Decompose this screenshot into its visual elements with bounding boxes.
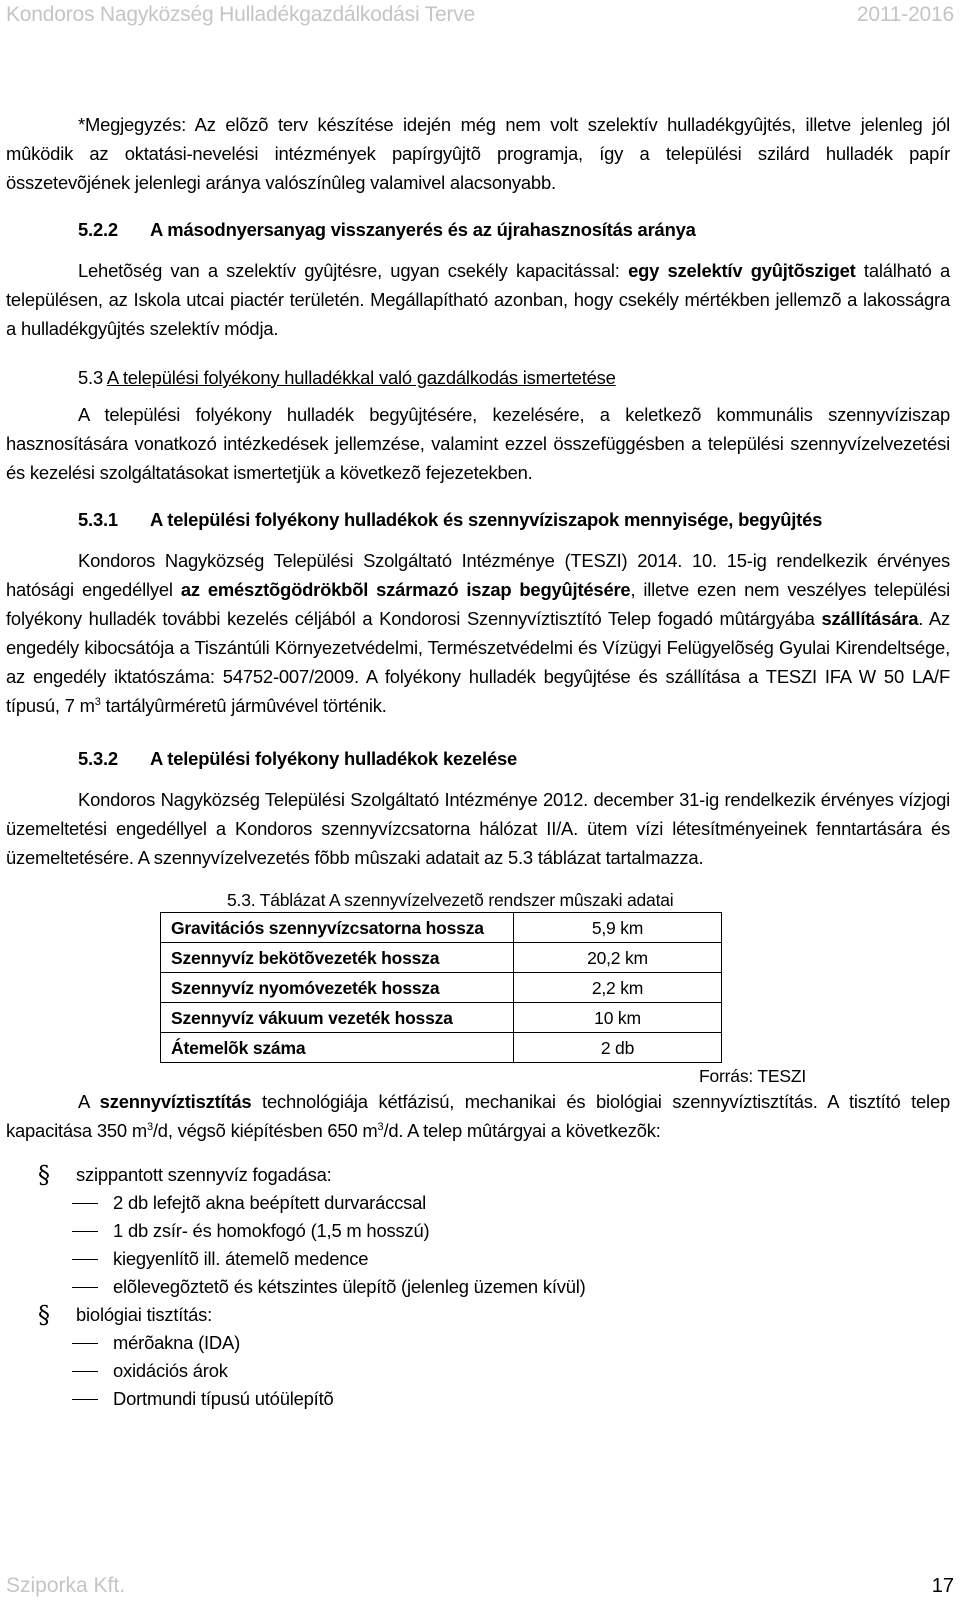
sub-list-item: [76, 1329, 950, 1357]
dash-bullet-icon: [72, 1259, 98, 1260]
section-5-3-paragraph: A települési folyékony hulladék begyûjtésére, kezelésére, a keletkezõ kommunális szennyvíziszap hasznosítására vonatkozó intézkedések jellemzése, valamint ezzel összefüggésben a települési szennyvízelvezetési és kezelési szolgáltatásokat ismertetjük a következõ fejezetekben.: [6, 404, 950, 483]
superscript: 3: [94, 695, 101, 708]
sub-list-item-label: 1 db zsír- és homokfogó (1,5 m hosszú): [113, 1220, 430, 1241]
table-source: Forrás: TESZI: [699, 1066, 806, 1086]
section-sign-bullet-icon: §: [38, 1301, 50, 1329]
sub-list: [76, 1189, 950, 1301]
page-content: [6, 110, 950, 1413]
text-run: . Az engedély kibocsátója a Tiszántúli Környezetvédelmi, Természetvédelmi és Vízügyi Felügyelõség Gyulai Kirendeltsége, az engedély iktatószáma: 54752-007/2009. A folyékony hulladék begyûjtése és szállítása a TESZI IFA W 50 LA/F típusú, 7 m: [6, 608, 950, 716]
page-header: [6, 0, 954, 30]
section-number: 5.3: [78, 367, 103, 388]
technical-data-table: [160, 912, 722, 1063]
table-cell-label: Átemelõk száma: [161, 1033, 514, 1063]
table-cell-value: 20,2 km: [514, 943, 722, 973]
section-title: A települési folyékony hulladékok és szennyvíziszapok mennyisége, begyûjtés: [150, 509, 823, 530]
table-caption: 5.3. Táblázat A szennyvízelvezetõ rendszer mûszaki adatai: [227, 890, 674, 910]
dash-bullet-icon: [72, 1231, 98, 1232]
section-5-2-2-paragraph: [6, 256, 950, 343]
section-number: 5.2.2: [78, 219, 118, 240]
table-cell-label: Szennyvíz vákuum vezeték hossza: [161, 1003, 514, 1033]
page-footer: [6, 1568, 954, 1604]
dash-bullet-icon: [72, 1203, 98, 1204]
text-run-bold: szennyvíztisztítás: [99, 1091, 252, 1112]
table-cell-label: Szennyvíz bekötõvezeték hossza: [161, 943, 514, 973]
text-run: /d, végsõ kiépítésben 650 m: [152, 1120, 378, 1141]
dash-bullet-icon: [72, 1371, 98, 1372]
sub-list-item-label: oxidációs árok: [113, 1360, 228, 1381]
section-5-3-1-heading: [6, 505, 950, 534]
section-number: 5.3.1: [78, 509, 118, 530]
list-item: [6, 1301, 950, 1413]
section-5-3-1-paragraph: [6, 546, 950, 720]
after-table-paragraph: [6, 1087, 950, 1145]
sub-list-item-label: elõlevegõztetõ és kétszintes ülepítõ (jelenleg üzemen kívül): [113, 1276, 586, 1297]
sub-list-item: [76, 1189, 950, 1217]
text-run: technológiája kétfázisú, mechanikai és biológiai szennyvíztisztítás. A tisztító telep kapacitása 350 m: [6, 1091, 950, 1141]
text-run: , illetve ezen nem veszélyes települési folyékony hulladék további kezelés céljából a Kondorosi Szennyvíztisztító Telep fogadó mûtárgyába: [6, 579, 950, 629]
section-5-3-2-paragraph: Kondoros Nagyközség Települési Szolgáltató Intézménye 2012. december 31-ig rendelkezik érvényes vízjogi üzemeltetési engedéllyel a Kondoros szennyvízcsatorna hálózat II/A. ütem vízi létesítményeinek fenntartására és üzemeltetésére. A szennyvízelvezetés fõbb mûszaki adatait az 5.3 táblázat tartalmazza.: [6, 789, 950, 868]
text-run: Kondoros Nagyközség Települési Szolgáltató Intézménye (TESZI) 2014. 10. 15-ig rendelkezik érvényes hatósági engedéllyel: [6, 550, 950, 600]
text-run-bold: az emésztõgödrökbõl származó iszap begyûjtésére: [180, 579, 631, 600]
section-5-3-heading: [6, 363, 950, 392]
section-title: A települési folyékony hulladékkal való gazdálkodás ismertetése: [106, 367, 616, 388]
header-title: Kondoros Nagyközség Hulladékgazdálkodási Terve: [6, 3, 476, 26]
footer-company: Sziporka Kft.: [6, 1574, 126, 1597]
section-title: A másodnyersanyag visszanyerés és az újrahasznosítás aránya: [150, 219, 696, 240]
sub-list-item: [76, 1273, 950, 1301]
text-run: Lehetõség van a szelektív gyûjtésre, ugyan csekély kapacitással:: [78, 260, 629, 281]
sub-list-item-label: Dortmundi típusú utóülepítõ: [113, 1388, 334, 1409]
sub-list-item-label: mérõakna (IDA): [113, 1332, 240, 1353]
table-cell-value: 2,2 km: [514, 973, 722, 1003]
sub-list: [76, 1329, 950, 1413]
sub-list-item: [76, 1217, 950, 1245]
list-item: [6, 1161, 950, 1301]
section-5-2-2-heading: [6, 215, 950, 244]
dash-bullet-icon: [72, 1399, 98, 1400]
table-row: [161, 943, 722, 973]
superscript: 3: [146, 1120, 153, 1133]
list-item-label: biológiai tisztítás:: [76, 1304, 213, 1325]
table-row: [161, 913, 722, 943]
header-years: 2011-2016: [856, 3, 954, 26]
sub-list-item: [76, 1245, 950, 1273]
section-5-3-2-heading: [6, 744, 950, 773]
section-title: A települési folyékony hulladékok kezelése: [150, 748, 518, 769]
sub-list-item-label: 2 db lefejtõ akna beépített durvaráccsal: [113, 1192, 427, 1213]
text-run: található a településen, az Iskola utcai piactér területén. Megállapítható azonban, hogy csekély mértékben jellemzõ a lakosságra a hulladékgyûjtés szelektív módja.: [6, 260, 950, 339]
table-row: [161, 1003, 722, 1033]
text-run-bold: egy szelektív gyûjtõsziget: [628, 260, 856, 281]
note-paragraph: *Megjegyzés: Az elõzõ terv készítése idején még nem volt szelektív hulladékgyûjtés, illetve jelenleg jól mûködik az oktatási-nevelési intézmények papírgyûjtõ programja, így a települési szilárd hulladék papír összetevõjének jelenlegi aránya valószínûleg valamivel alacsonyabb.: [6, 114, 950, 193]
table-row: [161, 973, 722, 1003]
section-number: 5.3.2: [78, 748, 118, 769]
text-run: A: [78, 1091, 100, 1112]
text-run-bold: szállítására: [821, 608, 919, 629]
text-run: /d. A telep mûtárgyai a következõk:: [383, 1120, 661, 1141]
table-row: [161, 1033, 722, 1063]
dash-bullet-icon: [72, 1287, 98, 1288]
table-cell-value: 5,9 km: [514, 913, 722, 943]
text-run: tartályûrméretû jármûvével történik.: [100, 695, 387, 716]
section-sign-bullet-icon: §: [38, 1161, 50, 1189]
sub-list-item-label: kiegyenlítõ ill. átemelõ medence: [113, 1248, 369, 1269]
page-number: 17: [931, 1574, 954, 1597]
table-cell-value: 2 db: [514, 1033, 722, 1063]
sub-list-item: [76, 1357, 950, 1385]
list-item-label: szippantott szennyvíz fogadása:: [76, 1164, 332, 1185]
table-cell-value: 10 km: [514, 1003, 722, 1033]
table-cell-label: Szennyvíz nyomóvezeték hossza: [161, 973, 514, 1003]
dash-bullet-icon: [72, 1343, 98, 1344]
table-cell-label: Gravitációs szennyvízcsatorna hossza: [161, 913, 514, 943]
facility-list: [6, 1161, 950, 1413]
superscript: 3: [377, 1120, 384, 1133]
sub-list-item: [76, 1385, 950, 1413]
